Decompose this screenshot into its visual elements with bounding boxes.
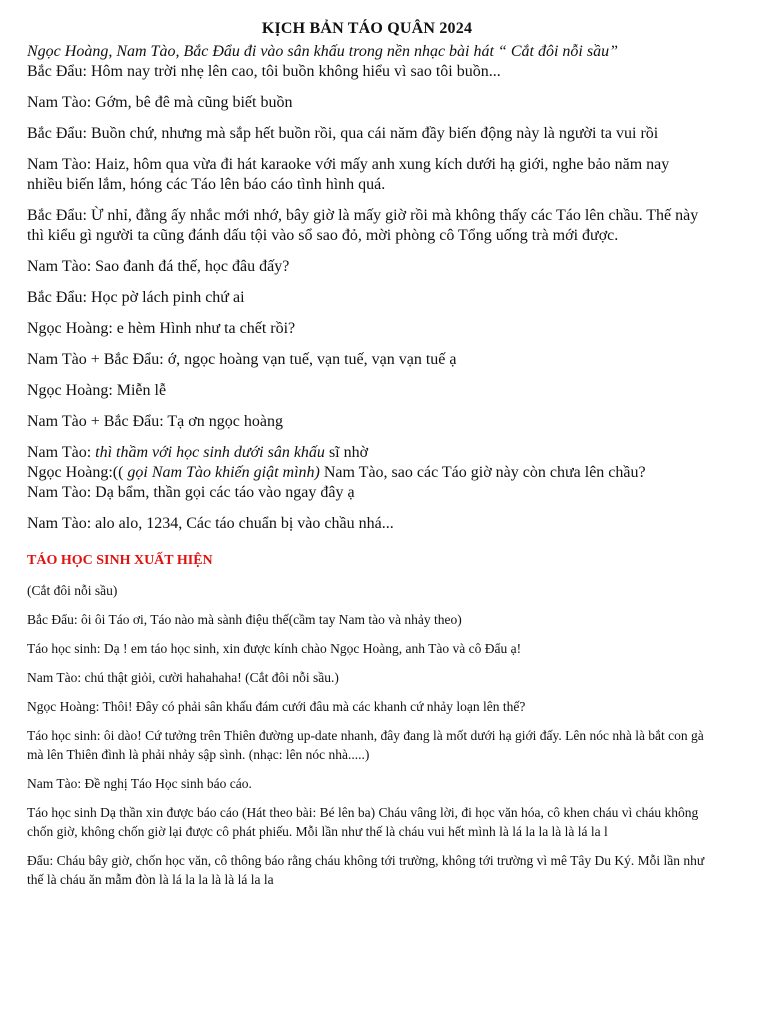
document-title: KỊCH BẢN TÁO QUÂN 2024 bbox=[261, 20, 473, 37]
document-page bbox=[27, 20, 707, 889]
dialogue-line: Bắc Đẩu: Học pờ lách pinh chứ ai bbox=[27, 289, 245, 306]
dialogue-line: Ngọc Hoàng: Thôi! Đây có phải sân khấu đám cưới đâu mà các khanh cứ nhảy loạn lên thế? bbox=[27, 699, 526, 714]
dialogue-line: Ngọc Hoàng: Miễn lễ bbox=[27, 382, 167, 399]
dialogue-line: Đẩu: Cháu bây giờ, chốn học văn, cô thông báo rằng cháu không tới trường, không tới trường vì mê Tây Du Ký. Mỗi lần như thế là cháu ăn mẫm đòn là lá la la là là lá la la bbox=[27, 853, 705, 887]
dialogue-line: Nam Tào: alo alo, 1234, Các táo chuẩn bị vào chầu nhá... bbox=[27, 515, 394, 532]
dialogue-line: Nam Tào: Đề nghị Táo Học sinh báo cáo. bbox=[27, 776, 252, 791]
speaker-label: Nam Tào: bbox=[27, 444, 96, 461]
section-heading: TÁO HỌC SINH XUẤT HIỆN bbox=[27, 553, 213, 568]
dialogue-text: Nam Tào, sao các Táo giờ này còn chưa lên chầu? bbox=[319, 464, 646, 481]
dialogue-line: Táo học sinh: ôi dào! Cứ tưởng trên Thiên đường up-date nhanh, đây đang là mốt dưới hạ giới đấy. Lên nóc nhà là bắt con gà mà lên Thiên đình là phải nhảy sập sình. (nhạc: lên nóc nhà.....) bbox=[27, 728, 704, 762]
intro-stage-direction: Ngọc Hoàng, Nam Tào, Bắc Đẩu đi vào sân khấu trong nền nhạc bài hát “ Cắt đôi nỗi sầu” bbox=[27, 43, 618, 60]
dialogue-line: Nam Tào: Haiz, hôm qua vừa đi hát karaoke với mấy anh xung kích dưới hạ giới, nghe bảo năm nay nhiều biến lắm, hóng các Táo lên báo cáo tình hình quá. bbox=[27, 156, 670, 193]
dialogue-line: Nam Tào: Dạ bẩm, thần gọi các táo vào ngay đây ạ bbox=[27, 484, 355, 501]
stage-direction: thì thầm với học sinh dưới sân khấu bbox=[95, 444, 325, 461]
dialogue-line: Nam Tào: Gớm, bê đê mà cũng biết buồn bbox=[27, 94, 293, 111]
dialogue-line: Nam Tào + Bắc Đẩu: Tạ ơn ngọc hoàng bbox=[27, 413, 283, 430]
dialogue-line: Ngọc Hoàng: e hèm Hình như ta chết rồi? bbox=[27, 320, 296, 337]
dialogue-line-call bbox=[27, 463, 707, 483]
stage-direction-line: (Cắt đôi nỗi sầu) bbox=[27, 583, 118, 598]
section-dialogue bbox=[27, 581, 707, 889]
dialogue-line: Bắc Đẩu: Buồn chứ, nhưng mà sắp hết buồn rồi, qua cái năm đầy biến động này là người ta vui rồi bbox=[27, 125, 659, 142]
dialogue-line: Bắc Đẩu: ôi ôi Táo ơi, Táo nào mà sành điệu thế(cầm tay Nam tào và nhảy theo) bbox=[27, 612, 462, 627]
dialogue-line: Bắc Đẩu: Ừ nhỉ, đằng ấy nhắc mới nhớ, bây giờ là mấy giờ rồi mà không thấy các Táo lên chầu. Thế này thì kiểu gì người ta cũng đánh dấu tội vào sổ sao đỏ, mời phòng cô Tổng uống trà mới được. bbox=[27, 207, 699, 244]
dialogue-line: Nam Tào: Sao đanh đá thế, học đâu đấy? bbox=[27, 258, 290, 275]
dialogue-line: Táo học sinh: Dạ ! em táo học sinh, xin được kính chào Ngọc Hoàng, anh Tào và cô Đẩu ạ! bbox=[27, 641, 522, 656]
dialogue-text: sĩ nhờ bbox=[324, 444, 369, 461]
speaker-label: Ngọc Hoàng:(( bbox=[27, 464, 128, 481]
opening-dialogue bbox=[27, 42, 707, 534]
dialogue-line: Táo học sinh Dạ thần xin được báo cáo (Hát theo bài: Bé lên ba) Cháu vâng lời, đi học văn hóa, cô khen cháu vì cháu không chốn giờ, không chốn giờ lại được cô phát phiếu. Mỗi lần như thế là cháu vui hết mình là lá la la là là lá la l bbox=[27, 805, 699, 839]
dialogue-line: Nam Tào: chú thật giỏi, cười hahahaha! (Cắt đôi nỗi sầu.) bbox=[27, 670, 339, 685]
stage-direction: gọi Nam Tào khiến giật mình) bbox=[127, 464, 320, 481]
dialogue-line-whisper bbox=[27, 443, 707, 463]
dialogue-line: Bắc Đẩu: Hôm nay trời nhẹ lên cao, tôi buồn không hiểu vì sao tôi buồn... bbox=[27, 63, 501, 80]
dialogue-line: Nam Tào + Bắc Đẩu: ớ, ngọc hoàng vạn tuế, vạn tuế, vạn vạn tuế ạ bbox=[27, 351, 457, 368]
